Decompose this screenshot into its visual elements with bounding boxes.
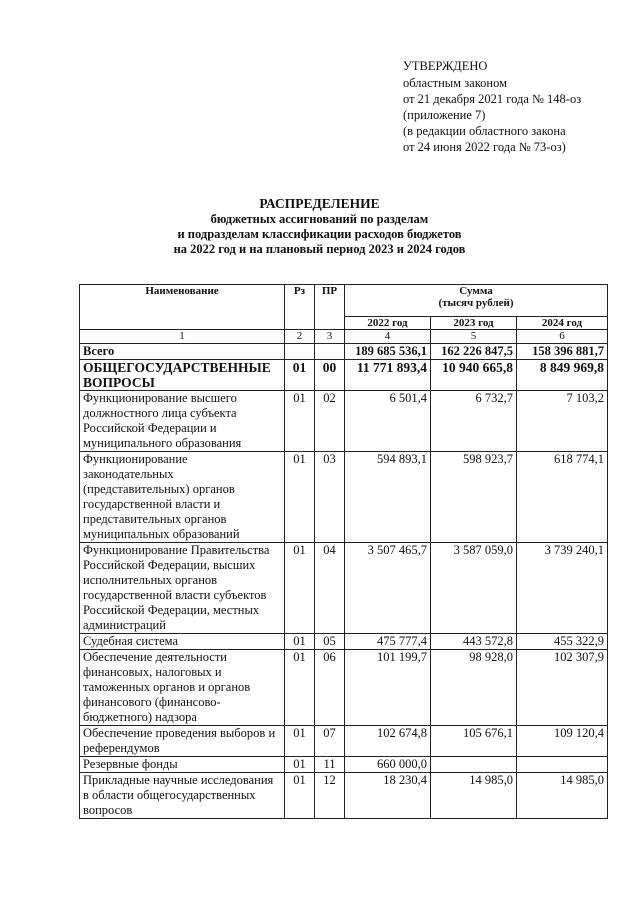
- row-rz: [285, 344, 315, 360]
- row-name: Судебная система: [80, 634, 285, 650]
- row-value-2024: 618 774,1: [517, 452, 608, 543]
- approval-heading: УТВЕРЖДЕНО: [403, 59, 488, 73]
- title-line: и подразделам классификации расходов бюджетов: [177, 227, 462, 241]
- table-row: [80, 634, 608, 650]
- header-year: 2023 год: [431, 317, 517, 330]
- row-value-2022: 189 685 536,1: [345, 344, 431, 360]
- row-value-2023: 598 923,7: [431, 452, 517, 543]
- approval-block: [403, 58, 581, 155]
- title-line: бюджетных ассигнований по разделам: [210, 212, 429, 226]
- column-number: 3: [315, 330, 345, 344]
- table-row: [80, 773, 608, 819]
- row-value-2022: 11 771 893,4: [345, 360, 431, 391]
- row-name: Функционирование высшего должностного лица субъекта Российской Федерации и муниципального образования: [80, 391, 285, 452]
- row-value-2022: 18 230,4: [345, 773, 431, 819]
- header-name: Наименование: [80, 285, 285, 330]
- row-value-2023: [431, 757, 517, 773]
- row-value-2024: 3 739 240,1: [517, 543, 608, 634]
- approval-line: от 24 июня 2022 года № 73-оз): [403, 140, 566, 154]
- column-number: 4: [345, 330, 431, 344]
- row-pr: 02: [315, 391, 345, 452]
- header-sum-unit: (тысяч рублей): [438, 297, 514, 309]
- row-value-2023: 6 732,7: [431, 391, 517, 452]
- title-main: РАСПРЕДЕЛЕНИЕ: [259, 196, 380, 211]
- row-value-2022: 3 507 465,7: [345, 543, 431, 634]
- row-value-2022: 475 777,4: [345, 634, 431, 650]
- budget-table: [79, 284, 608, 819]
- row-rz: 01: [285, 773, 315, 819]
- row-value-2024: 455 322,9: [517, 634, 608, 650]
- row-name: Функционирование Правительства Российской Федерации, высших исполнительных органов государственной власти субъектов Российской Федерации, местных администраций: [80, 543, 285, 634]
- row-pr: 03: [315, 452, 345, 543]
- approval-line: областным законом: [403, 76, 508, 90]
- row-rz: 01: [285, 726, 315, 757]
- row-rz: 01: [285, 360, 315, 391]
- header-year: 2022 год: [345, 317, 431, 330]
- row-rz: 01: [285, 757, 315, 773]
- row-value-2022: 102 674,8: [345, 726, 431, 757]
- row-name: Обеспечение проведения выборов и референдумов: [80, 726, 285, 757]
- row-value-2024: 158 396 881,7: [517, 344, 608, 360]
- row-name: Резервные фонды: [80, 757, 285, 773]
- document-title: [0, 196, 639, 257]
- row-rz: 01: [285, 634, 315, 650]
- title-line: на 2022 год и на плановый период 2023 и 2024 годов: [173, 242, 466, 256]
- table-row: [80, 391, 608, 452]
- row-name: Всего: [80, 344, 285, 360]
- row-value-2024: [517, 757, 608, 773]
- row-pr: 04: [315, 543, 345, 634]
- table-row: [80, 650, 608, 726]
- header-sum-label: Сумма: [459, 285, 493, 297]
- row-value-2023: 14 985,0: [431, 773, 517, 819]
- row-value-2024: 14 985,0: [517, 773, 608, 819]
- row-pr: 05: [315, 634, 345, 650]
- approval-line: от 21 декабря 2021 года № 148-оз: [403, 92, 582, 106]
- row-name: Обеспечение деятельности финансовых, налоговых и таможенных органов и органов финансового (финансово-бюджетного) надзора: [80, 650, 285, 726]
- approval-line: (в редакции областного закона: [403, 124, 566, 138]
- column-number: 1: [80, 330, 285, 344]
- row-value-2022: 101 199,7: [345, 650, 431, 726]
- row-value-2024: 7 103,2: [517, 391, 608, 452]
- row-rz: 01: [285, 543, 315, 634]
- row-name: ОБЩЕГОСУДАРСТВЕННЫЕ ВОПРОСЫ: [80, 360, 285, 391]
- row-value-2024: 102 307,9: [517, 650, 608, 726]
- row-pr: 11: [315, 757, 345, 773]
- row-pr: 00: [315, 360, 345, 391]
- row-value-2022: 660 000,0: [345, 757, 431, 773]
- header-sum: [345, 285, 608, 317]
- column-number: 2: [285, 330, 315, 344]
- row-pr: 12: [315, 773, 345, 819]
- table-row: [80, 726, 608, 757]
- row-value-2024: 109 120,4: [517, 726, 608, 757]
- row-rz: 01: [285, 650, 315, 726]
- header-rz: Рз: [285, 285, 315, 330]
- header-pr: ПР: [315, 285, 345, 330]
- row-value-2023: 162 226 847,5: [431, 344, 517, 360]
- row-value-2024: 8 849 969,8: [517, 360, 608, 391]
- table-row: [80, 543, 608, 634]
- table-row: [80, 452, 608, 543]
- approval-line: (приложение 7): [403, 108, 486, 122]
- row-value-2022: 6 501,4: [345, 391, 431, 452]
- column-number-row: [80, 330, 608, 344]
- table-row: [80, 344, 608, 360]
- row-value-2023: 443 572,8: [431, 634, 517, 650]
- column-number: 6: [517, 330, 608, 344]
- row-pr: [315, 344, 345, 360]
- row-pr: 07: [315, 726, 345, 757]
- row-rz: 01: [285, 391, 315, 452]
- row-name: Функционирование законодательных (представительных) органов государственной власти и представительных органов муниципальных образований: [80, 452, 285, 543]
- row-pr: 06: [315, 650, 345, 726]
- row-value-2023: 10 940 665,8: [431, 360, 517, 391]
- header-year: 2024 год: [517, 317, 608, 330]
- row-name: Прикладные научные исследования в области общегосударственных вопросов: [80, 773, 285, 819]
- row-rz: 01: [285, 452, 315, 543]
- row-value-2022: 594 893,1: [345, 452, 431, 543]
- row-value-2023: 98 928,0: [431, 650, 517, 726]
- table-row: [80, 360, 608, 391]
- column-number: 5: [431, 330, 517, 344]
- row-value-2023: 3 587 059,0: [431, 543, 517, 634]
- row-value-2023: 105 676,1: [431, 726, 517, 757]
- table-row: [80, 757, 608, 773]
